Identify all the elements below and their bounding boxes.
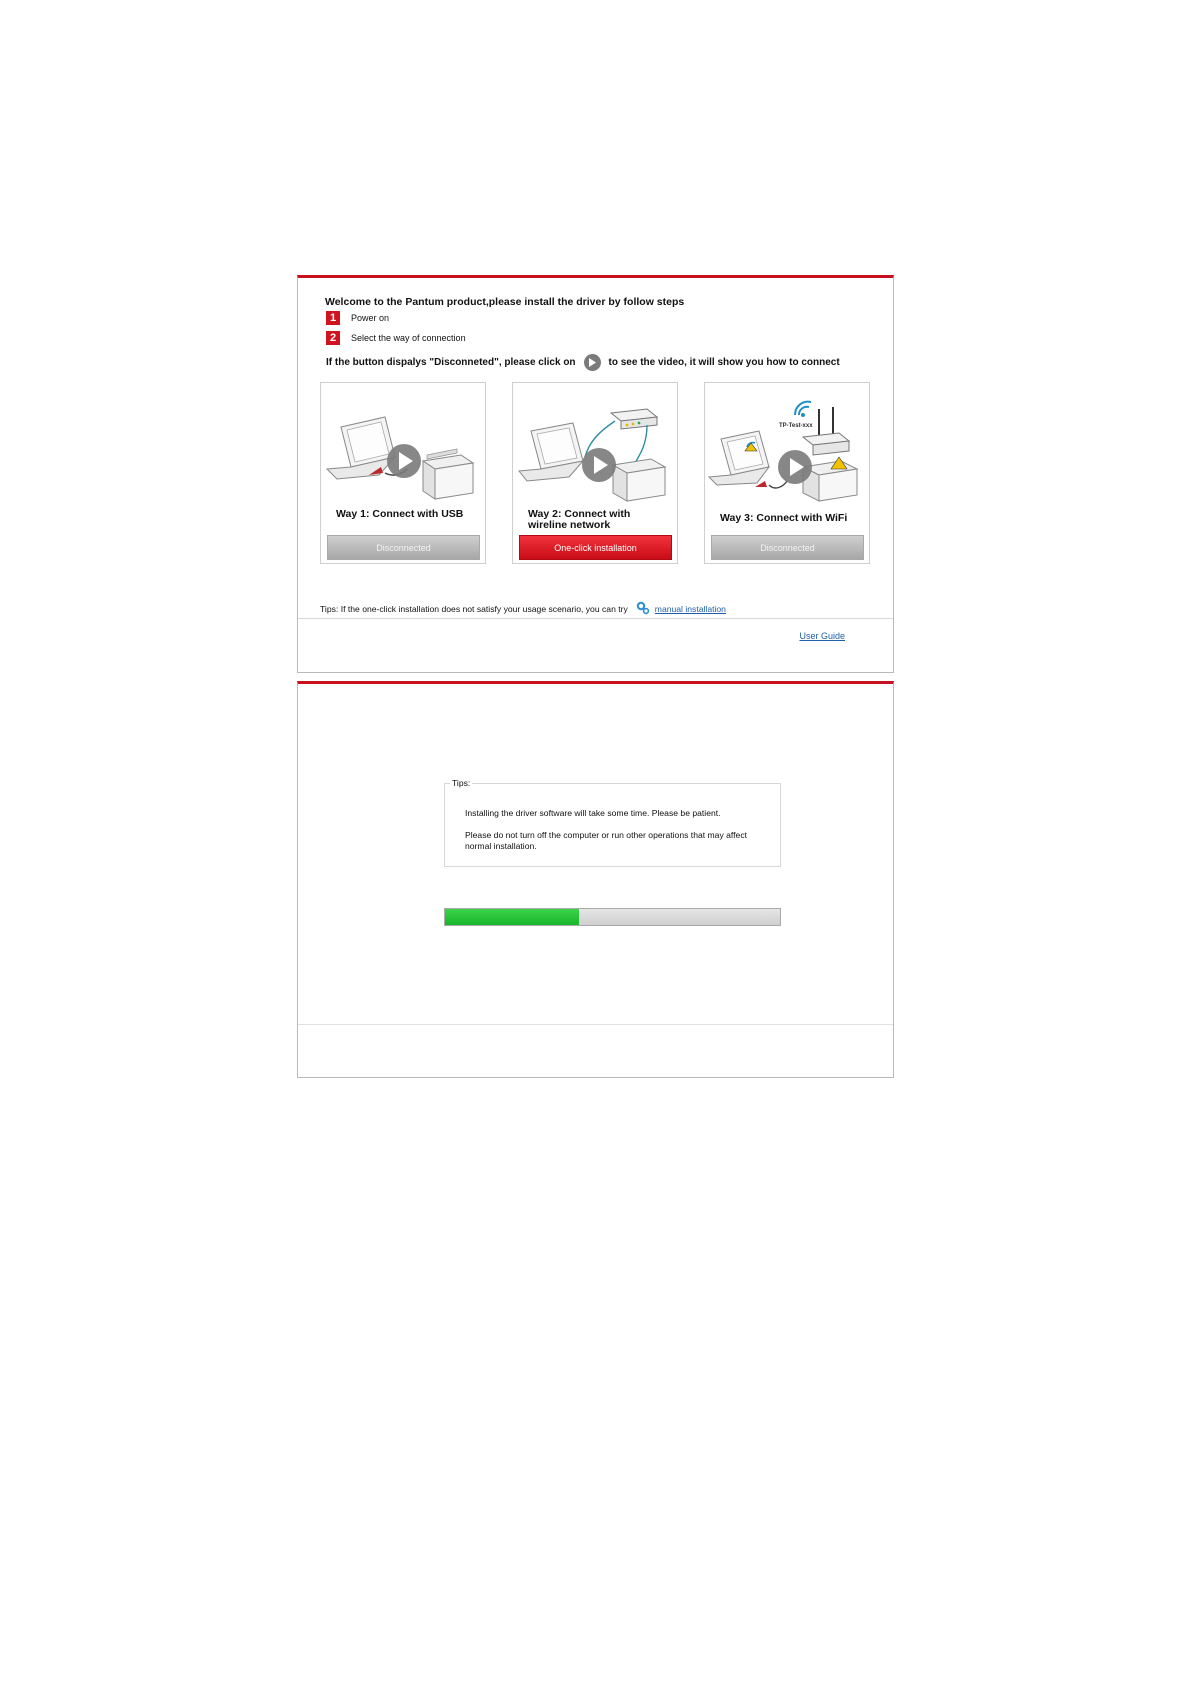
progress-fill: [445, 909, 579, 925]
video-hint: [326, 354, 840, 371]
step-number: 1: [326, 311, 340, 325]
footer-divider: [298, 1024, 893, 1025]
footer-divider: [298, 618, 893, 619]
manual-install-tip: [320, 601, 726, 617]
tips-box: [444, 778, 781, 867]
tip-do-not-turn-off: Please do not turn off the computer or run other operations that may affect normal installation.: [465, 830, 748, 851]
step-power-on: [326, 311, 389, 325]
one-click-installation-button[interactable]: One-click installation: [519, 535, 672, 560]
way-usb-label: Way 1: Connect with USB: [336, 508, 464, 520]
hint-text-before: If the button dispalys "Disconneted", please click on: [326, 357, 576, 368]
way-wifi-label: Way 3: Connect with WiFi: [720, 512, 848, 524]
wireline-connection-illustration: [515, 387, 675, 507]
way-wireline-card: [512, 382, 678, 564]
step-label: Select the way of connection: [351, 333, 466, 343]
wifi-connection-illustration: [707, 387, 867, 507]
hint-text-after: to see the video, it will show you how to connect: [608, 357, 840, 368]
tips-legend: Tips:: [452, 778, 471, 788]
usb-connection-illustration: [323, 387, 483, 507]
user-guide-link[interactable]: User Guide: [799, 631, 845, 641]
way-usb-card: [320, 382, 486, 564]
usb-disconnected-button[interactable]: Disconnected: [327, 535, 480, 560]
step-select-connection: [326, 331, 466, 345]
install-progress-bar: [444, 908, 781, 926]
gear-icon: [636, 601, 650, 617]
manual-installation-link[interactable]: manual installation: [654, 604, 726, 614]
connection-dialog: [297, 275, 894, 673]
step-label: Power on: [351, 313, 390, 323]
way-wireline-label: Way 2: Connect with wireline network: [528, 508, 631, 531]
way-wifi-card: [704, 382, 870, 564]
tips-text: Tips: If the one-click installation does not satisfy your usage scenario, you can try: [320, 604, 628, 614]
router-ssid-label: TP-Test-xxx: [779, 423, 813, 429]
step-number: 2: [326, 331, 340, 345]
welcome-heading: Welcome to the Pantum product,please install the driver by follow steps: [325, 296, 685, 308]
tip-patience: Installing the driver software will take some time. Please be patient.: [465, 808, 721, 818]
play-icon: [584, 354, 601, 371]
installing-dialog: [297, 681, 894, 1078]
wifi-disconnected-button[interactable]: Disconnected: [711, 535, 864, 560]
